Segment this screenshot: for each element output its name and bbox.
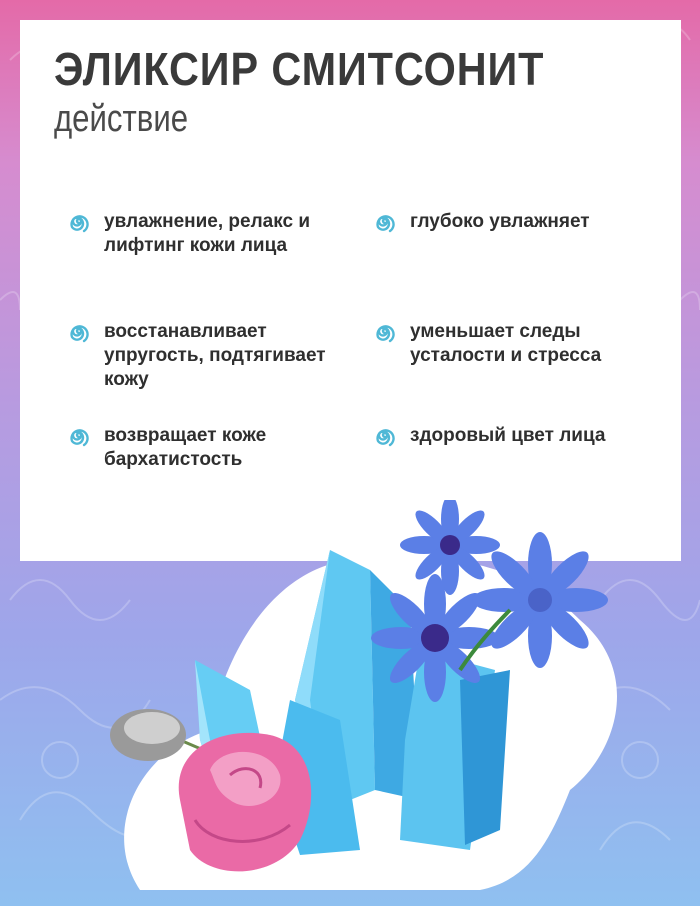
feature-text: здоровый цвет лица — [410, 425, 606, 446]
page-title: ЭЛИКСИР СМИТСОНИТ — [54, 43, 545, 95]
rose-icon — [179, 733, 311, 872]
feature-text: восстанавливает упругость, подтягивает кожу — [104, 321, 326, 390]
content-card — [20, 20, 681, 561]
feature-text: возвращает коже бархатистость — [104, 425, 267, 470]
swirl-icon — [372, 320, 398, 346]
feature-text: глубоко увлажняет — [410, 211, 590, 232]
swirl-icon — [66, 424, 92, 450]
feature-text: увлажнение, релакс и лифтинг кожи лица — [104, 211, 311, 256]
feature-text: уменьшает следы усталости и стресса — [410, 321, 602, 366]
crystal-flowers-illustration — [100, 500, 640, 890]
page-subtitle: действие — [54, 98, 189, 140]
swirl-icon — [372, 210, 398, 236]
swirl-icon — [66, 210, 92, 236]
swirl-icon — [66, 320, 92, 346]
swirl-icon — [372, 424, 398, 450]
